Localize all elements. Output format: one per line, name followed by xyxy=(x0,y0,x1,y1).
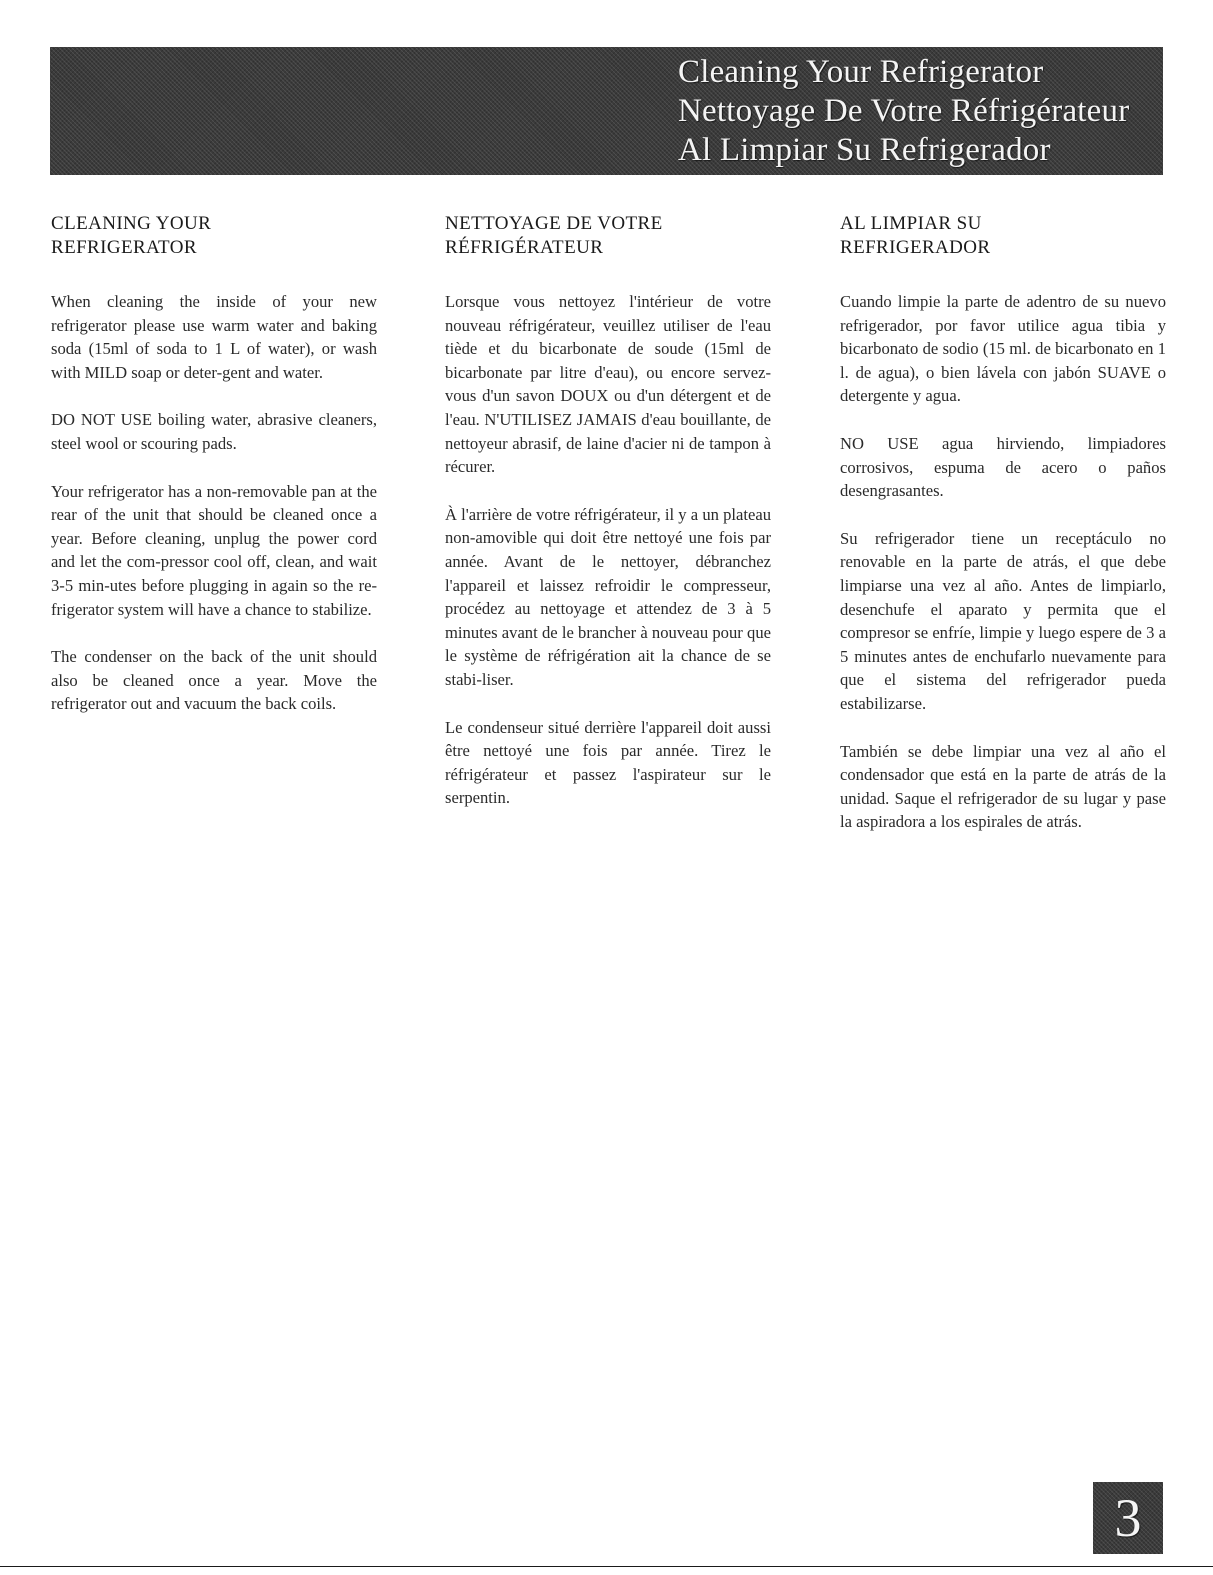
section-heading-spanish xyxy=(840,212,1166,260)
banner-title-english: Cleaning Your Refrigerator xyxy=(678,54,1044,90)
heading-line: RÉFRIGÉRATEUR xyxy=(445,237,604,258)
column-english xyxy=(51,212,377,740)
paragraph: Lorsque vous nettoyez l'intérieur de votre nouveau réfrigérateur, veuillez utiliser de l'eau tiède et du bicarbonate de soude (15ml de bicarbonate par litre d'eau), ou encore servez-vous d'un savon DOUX ou d'un détergent et de l'eau. N'UTILISEZ JAMAIS d'eau bouillante, de nettoyeur abrasif, de laine d'acier ni de tampon à récurer. xyxy=(445,292,771,477)
paragraph: When cleaning the inside of your new refrigerator please use warm water and baking soda (15ml of soda to 1 L of water), or wash with MILD soap or deter-gent and water. xyxy=(51,292,377,382)
title-banner xyxy=(50,47,1163,175)
banner-title-french: Nettoyage De Votre Réfrigérateur xyxy=(678,93,1130,129)
section-heading-french xyxy=(445,212,771,260)
heading-line: NETTOYAGE DE VOTRE xyxy=(445,213,663,234)
banner-title-spanish: Al Limpiar Su Refrigerador xyxy=(678,132,1051,168)
paragraph: Your refrigerator has a non-removable pan at the rear of the unit that should be cleaned once a year. Before cleaning, unplug the power cord and let the com-pressor cool off, clean, and wait 3-5 min-utes before plugging in again so the re-frigerator system will have a chance to stabilize. xyxy=(51,481,377,619)
page-number: 3 xyxy=(1093,1482,1163,1554)
banner-titles xyxy=(678,53,1158,170)
column-french xyxy=(445,212,771,834)
paragraph: Le condenseur situé derrière l'appareil doit aussi être nettoyé une fois par année. Tirez le réfrigérateur et passez l'aspirateur sur le serpentin. xyxy=(445,717,771,808)
paragraph: También se debe limpiar una vez al año el condensador que está en la parte de atrás de la unidad. Saque el refrigerador de su lugar y pase la aspiradora a los espirales de atrás. xyxy=(840,741,1166,832)
heading-line: CLEANING YOUR xyxy=(51,213,212,234)
column-spanish xyxy=(840,212,1166,858)
paragraph: À l'arrière de votre réfrigérateur, il y a un plateau non-amovible qui doit être nettoyé une fois par année. Avant de le nettoyer, débranchez l'appareil et laissez refroidir le compresseur, procédez au nettoyage et attendez de 3 à 5 minutes avant de le brancher à nouveau pour que le système de réfrigération ait la chance de se stabi-liser. xyxy=(445,504,771,689)
paragraph: DO NOT USE boiling water, abrasive cleaners, steel wool or scouring pads. xyxy=(51,410,377,453)
paragraph: Cuando limpie la parte de adentro de su nuevo refrigerador, por favor utilice agua tibia y bicarbonato de sodio (15 ml. de bicarbonato en 1 l. de agua), o bien lávela con jabón SUAVE o detergente y agua. xyxy=(840,292,1166,406)
footer-rule xyxy=(0,1566,1213,1567)
paragraph: NO USE agua hirviendo, limpiadores corrosivos, espuma de acero o paños desengrasantes. xyxy=(840,433,1166,501)
heading-line: REFRIGERADOR xyxy=(840,237,991,258)
section-heading-english xyxy=(51,212,377,260)
heading-line: AL LIMPIAR SU xyxy=(840,213,982,234)
paragraph: Su refrigerador tiene un receptáculo no renovable en la parte de atrás, el que debe limpiarse una vez al año. Antes de limpiarlo, desenchufe el aparato y permita que el compresor se enfríe, limpie y luego espere de 3 a 5 minutes antes de enchufarlo nuevamente para que el sistema del refrigerador pueda estabilizarse. xyxy=(840,528,1166,713)
heading-line: REFRIGERATOR xyxy=(51,237,197,258)
paragraph: The condenser on the back of the unit should also be cleaned once a year. Move the refrigerator out and vacuum the back coils. xyxy=(51,647,377,714)
